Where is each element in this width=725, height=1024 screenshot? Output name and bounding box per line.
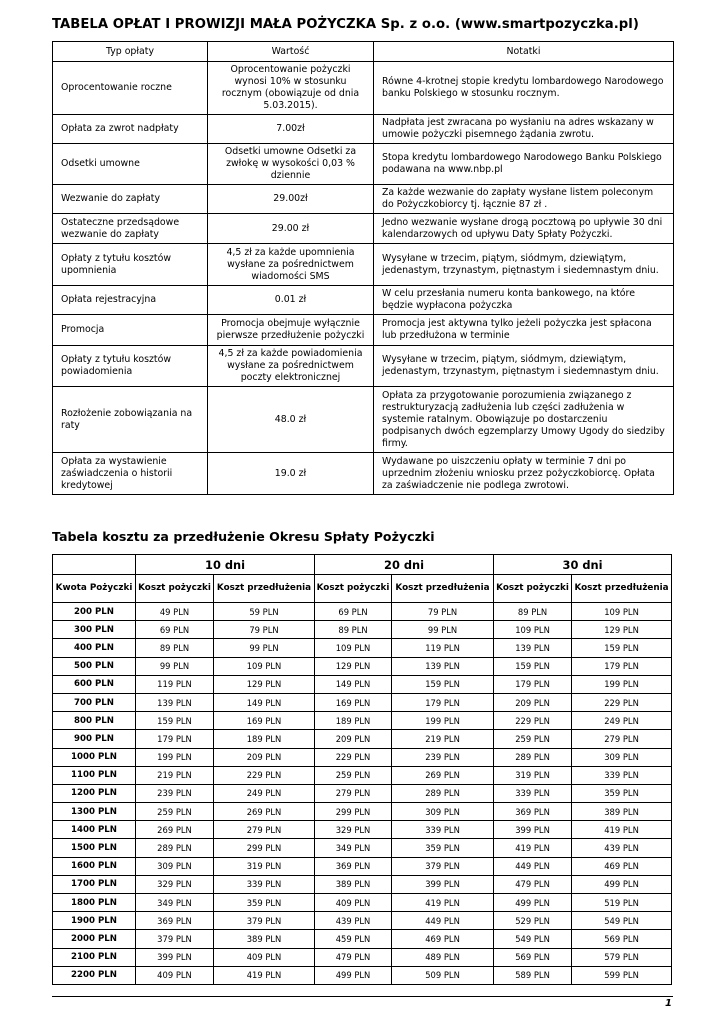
- loan-amount-cell: 2100 PLN: [53, 948, 136, 966]
- loan-cost-30-cell: 339 PLN: [494, 784, 572, 802]
- ext-cost-20-cell: 99 PLN: [392, 621, 494, 639]
- ext-cost-10-cell: 149 PLN: [214, 693, 315, 711]
- ext-cost-30-cell: 159 PLN: [572, 639, 672, 657]
- ext-cost-20-cell: 509 PLN: [392, 966, 494, 984]
- period-20-days: 20 dni: [315, 555, 494, 575]
- loan-cost-30-cell: 399 PLN: [494, 821, 572, 839]
- extension-table-title: Tabela kosztu za przedłużenie Okresu Spłaty Pożyczki: [52, 529, 435, 544]
- extension-row: [53, 730, 672, 748]
- fee-row: [53, 387, 674, 453]
- extension-row: [53, 875, 672, 893]
- ext-cost-30-cell: 179 PLN: [572, 657, 672, 675]
- ext-cost-10-cell: 169 PLN: [214, 712, 315, 730]
- loan-cost-10-cell: 119 PLN: [136, 675, 214, 693]
- fee-type-cell: Promocja: [53, 315, 208, 346]
- ext-cost-30-cell: 109 PLN: [572, 603, 672, 621]
- document-title: TABELA OPŁAT I PROWIZJI MAŁA POŻYCZKA Sp. z o.o. (www.smartpozyczka.pl): [52, 17, 639, 32]
- header-loan-cost-20: Koszt pożyczki: [315, 575, 392, 603]
- ext-cost-10-cell: 379 PLN: [214, 912, 315, 930]
- ext-cost-30-cell: 579 PLN: [572, 948, 672, 966]
- fee-type-cell: Wezwanie do zapłaty: [53, 185, 208, 214]
- ext-cost-10-cell: 129 PLN: [214, 675, 315, 693]
- loan-cost-20-cell: 479 PLN: [315, 948, 392, 966]
- extension-row: [53, 639, 672, 657]
- period-empty-cell: [53, 555, 136, 575]
- ext-cost-30-cell: 519 PLN: [572, 894, 672, 912]
- ext-cost-10-cell: 209 PLN: [214, 748, 315, 766]
- loan-cost-30-cell: 259 PLN: [494, 730, 572, 748]
- header-loan-cost-10: Koszt pożyczki: [136, 575, 214, 603]
- loan-cost-30-cell: 419 PLN: [494, 839, 572, 857]
- loan-cost-20-cell: 279 PLN: [315, 784, 392, 802]
- ext-cost-20-cell: 419 PLN: [392, 894, 494, 912]
- fee-value-cell: 19.0 zł: [208, 453, 374, 495]
- extension-row: [53, 839, 672, 857]
- loan-amount-cell: 1700 PLN: [53, 875, 136, 893]
- loan-cost-30-cell: 89 PLN: [494, 603, 572, 621]
- fee-note-cell: Promocja jest aktywna tylko jeżeli pożyczka jest spłacona lub przedłużona w terminie: [374, 315, 674, 346]
- ext-cost-20-cell: 139 PLN: [392, 657, 494, 675]
- loan-cost-20-cell: 209 PLN: [315, 730, 392, 748]
- ext-cost-30-cell: 439 PLN: [572, 839, 672, 857]
- loan-cost-20-cell: 439 PLN: [315, 912, 392, 930]
- loan-cost-30-cell: 229 PLN: [494, 712, 572, 730]
- ext-cost-30-cell: 339 PLN: [572, 766, 672, 784]
- loan-cost-10-cell: 199 PLN: [136, 748, 214, 766]
- extension-row: [53, 603, 672, 621]
- loan-cost-30-cell: 179 PLN: [494, 675, 572, 693]
- extension-row: [53, 930, 672, 948]
- cost-header-row: [53, 575, 672, 603]
- loan-cost-10-cell: 239 PLN: [136, 784, 214, 802]
- extension-row: [53, 948, 672, 966]
- ext-cost-10-cell: 109 PLN: [214, 657, 315, 675]
- ext-cost-10-cell: 59 PLN: [214, 603, 315, 621]
- loan-cost-10-cell: 379 PLN: [136, 930, 214, 948]
- loan-cost-10-cell: 409 PLN: [136, 966, 214, 984]
- fee-note-cell: Jedno wezwanie wysłane drogą pocztową po upływie 30 dni kalendarzowych od upływu Daty Spłaty Pożyczki.: [374, 214, 674, 244]
- fee-note-cell: Wysyłane w trzecim, piątym, siódmym, dziewiątym, jedenastym, trzynastym, piętnastym i siedemnastym dniu.: [374, 346, 674, 387]
- header-ext-cost-20: Koszt przedłużenia: [392, 575, 494, 603]
- loan-amount-cell: 1900 PLN: [53, 912, 136, 930]
- loan-cost-20-cell: 499 PLN: [315, 966, 392, 984]
- loan-cost-20-cell: 169 PLN: [315, 693, 392, 711]
- loan-cost-20-cell: 149 PLN: [315, 675, 392, 693]
- ext-cost-20-cell: 239 PLN: [392, 748, 494, 766]
- loan-amount-cell: 1600 PLN: [53, 857, 136, 875]
- loan-cost-10-cell: 89 PLN: [136, 639, 214, 657]
- header-ext-cost-30: Koszt przedłużenia: [572, 575, 672, 603]
- fee-type-cell: Odsetki umowne: [53, 144, 208, 185]
- fee-row: [53, 144, 674, 185]
- extension-row: [53, 821, 672, 839]
- ext-cost-10-cell: 79 PLN: [214, 621, 315, 639]
- fee-row: [53, 115, 674, 144]
- loan-amount-cell: 500 PLN: [53, 657, 136, 675]
- loan-amount-cell: 900 PLN: [53, 730, 136, 748]
- fee-row: [53, 286, 674, 315]
- fee-type-cell: Ostateczne przedsądowe wezwanie do zapłaty: [53, 214, 208, 244]
- loan-cost-30-cell: 139 PLN: [494, 639, 572, 657]
- fee-value-cell: 4,5 zł za każde upomnienia wysłane za pośrednictwem wiadomości SMS: [208, 244, 374, 286]
- extension-row: [53, 621, 672, 639]
- loan-cost-10-cell: 329 PLN: [136, 875, 214, 893]
- loan-amount-cell: 1200 PLN: [53, 784, 136, 802]
- loan-amount-cell: 800 PLN: [53, 712, 136, 730]
- fee-note-cell: Nadpłata jest zwracana po wysłaniu na adres wskazany w umowie pożyczki pisemnego żądania zwrotu.: [374, 115, 674, 144]
- fee-type-cell: Opłaty z tytułu kosztów upomnienia: [53, 244, 208, 286]
- ext-cost-10-cell: 409 PLN: [214, 948, 315, 966]
- extension-cost-table: [52, 554, 672, 985]
- ext-cost-30-cell: 249 PLN: [572, 712, 672, 730]
- ext-cost-10-cell: 269 PLN: [214, 803, 315, 821]
- loan-amount-cell: 400 PLN: [53, 639, 136, 657]
- fee-value-cell: Odsetki umowne Odsetki za zwłokę w wysokości 0,03 % dziennie: [208, 144, 374, 185]
- fee-type-cell: Opłata rejestracyjna: [53, 286, 208, 315]
- loan-cost-10-cell: 309 PLN: [136, 857, 214, 875]
- loan-cost-30-cell: 319 PLN: [494, 766, 572, 784]
- fee-type-cell: Rozłożenie zobowiązania na raty: [53, 387, 208, 453]
- page-number: 1: [665, 998, 672, 1009]
- fee-note-cell: Opłata za przygotowanie porozumienia związanego z restrukturyzacją zadłużenia lub części zadłużenia w systemie ratalnym. Obowiązuje po dostarczeniu podpisanych dwóch egzemplarzy Umowy Ugody do siedziby firmy.: [374, 387, 674, 453]
- loan-cost-10-cell: 99 PLN: [136, 657, 214, 675]
- loan-cost-20-cell: 369 PLN: [315, 857, 392, 875]
- fee-value-cell: 48.0 zł: [208, 387, 374, 453]
- fee-value-cell: Oprocentowanie pożyczki wynosi 10% w stosunku rocznym (obowiązuje od dnia 5.03.2015).: [208, 62, 374, 115]
- ext-cost-30-cell: 599 PLN: [572, 966, 672, 984]
- loan-cost-30-cell: 499 PLN: [494, 894, 572, 912]
- loan-amount-cell: 1300 PLN: [53, 803, 136, 821]
- header-ext-cost-10: Koszt przedłużenia: [214, 575, 315, 603]
- fee-note-cell: Za każde wezwanie do zapłaty wysłane listem poleconym do Pożyczkobiorcy tj. łącznie 87 zł .: [374, 185, 674, 214]
- ext-cost-10-cell: 389 PLN: [214, 930, 315, 948]
- ext-cost-10-cell: 279 PLN: [214, 821, 315, 839]
- fee-note-cell: Wydawane po uiszczeniu opłaty w terminie 7 dni po uprzednim złożeniu wniosku przez pożyczkobiorcę. Opłata za zaświadczenie nie podlega zwrotowi.: [374, 453, 674, 495]
- header-fee-type: Typ opłaty: [53, 42, 208, 62]
- loan-cost-10-cell: 219 PLN: [136, 766, 214, 784]
- extension-row: [53, 675, 672, 693]
- loan-amount-cell: 2200 PLN: [53, 966, 136, 984]
- ext-cost-30-cell: 359 PLN: [572, 784, 672, 802]
- period-10-days: 10 dni: [136, 555, 315, 575]
- ext-cost-30-cell: 279 PLN: [572, 730, 672, 748]
- fee-row: [53, 185, 674, 214]
- ext-cost-20-cell: 469 PLN: [392, 930, 494, 948]
- ext-cost-10-cell: 229 PLN: [214, 766, 315, 784]
- period-30-days: 30 dni: [494, 555, 672, 575]
- loan-amount-cell: 1800 PLN: [53, 894, 136, 912]
- ext-cost-20-cell: 359 PLN: [392, 839, 494, 857]
- loan-cost-20-cell: 409 PLN: [315, 894, 392, 912]
- ext-cost-20-cell: 219 PLN: [392, 730, 494, 748]
- loan-cost-10-cell: 259 PLN: [136, 803, 214, 821]
- ext-cost-20-cell: 79 PLN: [392, 603, 494, 621]
- fee-note-cell: W celu przesłania numeru konta bankowego, na które będzie wypłacona pożyczka: [374, 286, 674, 315]
- header-value: Wartość: [208, 42, 374, 62]
- ext-cost-10-cell: 249 PLN: [214, 784, 315, 802]
- fee-type-cell: Oprocentowanie roczne: [53, 62, 208, 115]
- ext-cost-20-cell: 489 PLN: [392, 948, 494, 966]
- loan-cost-30-cell: 159 PLN: [494, 657, 572, 675]
- fee-row: [53, 315, 674, 346]
- loan-cost-30-cell: 479 PLN: [494, 875, 572, 893]
- loan-cost-30-cell: 109 PLN: [494, 621, 572, 639]
- extension-row: [53, 693, 672, 711]
- loan-cost-10-cell: 269 PLN: [136, 821, 214, 839]
- ext-cost-30-cell: 499 PLN: [572, 875, 672, 893]
- loan-cost-30-cell: 529 PLN: [494, 912, 572, 930]
- fee-row: [53, 244, 674, 286]
- ext-cost-20-cell: 179 PLN: [392, 693, 494, 711]
- ext-cost-20-cell: 199 PLN: [392, 712, 494, 730]
- loan-cost-20-cell: 129 PLN: [315, 657, 392, 675]
- ext-cost-10-cell: 319 PLN: [214, 857, 315, 875]
- fee-value-cell: 0.01 zł: [208, 286, 374, 315]
- loan-cost-30-cell: 369 PLN: [494, 803, 572, 821]
- loan-amount-cell: 700 PLN: [53, 693, 136, 711]
- loan-cost-30-cell: 209 PLN: [494, 693, 572, 711]
- ext-cost-20-cell: 119 PLN: [392, 639, 494, 657]
- ext-cost-10-cell: 99 PLN: [214, 639, 315, 657]
- loan-cost-10-cell: 69 PLN: [136, 621, 214, 639]
- loan-cost-20-cell: 459 PLN: [315, 930, 392, 948]
- loan-cost-20-cell: 189 PLN: [315, 712, 392, 730]
- extension-row: [53, 894, 672, 912]
- loan-cost-10-cell: 369 PLN: [136, 912, 214, 930]
- fees-header-row: [53, 42, 674, 62]
- ext-cost-10-cell: 339 PLN: [214, 875, 315, 893]
- loan-cost-20-cell: 349 PLN: [315, 839, 392, 857]
- header-loan-amount: Kwota Pożyczki: [53, 575, 136, 603]
- loan-cost-20-cell: 329 PLN: [315, 821, 392, 839]
- ext-cost-30-cell: 549 PLN: [572, 912, 672, 930]
- fee-row: [53, 62, 674, 115]
- ext-cost-20-cell: 399 PLN: [392, 875, 494, 893]
- ext-cost-20-cell: 449 PLN: [392, 912, 494, 930]
- fee-note-cell: Wysyłane w trzecim, piątym, siódmym, dziewiątym, jedenastym, trzynastym, piętnastym i siedemnastym dniu.: [374, 244, 674, 286]
- ext-cost-20-cell: 309 PLN: [392, 803, 494, 821]
- ext-cost-30-cell: 229 PLN: [572, 693, 672, 711]
- loan-cost-10-cell: 289 PLN: [136, 839, 214, 857]
- ext-cost-10-cell: 299 PLN: [214, 839, 315, 857]
- fee-value-cell: Promocja obejmuje wyłącznie pierwsze przedłużenie pożyczki: [208, 315, 374, 346]
- fee-type-cell: Opłata za wystawienie zaświadczenia o historii kredytowej: [53, 453, 208, 495]
- loan-amount-cell: 600 PLN: [53, 675, 136, 693]
- fee-note-cell: Stopa kredytu lombardowego Narodowego Banku Polskiego podawana na www.nbp.pl: [374, 144, 674, 185]
- ext-cost-30-cell: 469 PLN: [572, 857, 672, 875]
- fee-row: [53, 346, 674, 387]
- ext-cost-20-cell: 379 PLN: [392, 857, 494, 875]
- ext-cost-30-cell: 129 PLN: [572, 621, 672, 639]
- loan-cost-10-cell: 179 PLN: [136, 730, 214, 748]
- fee-value-cell: 7.00zł: [208, 115, 374, 144]
- ext-cost-20-cell: 269 PLN: [392, 766, 494, 784]
- footer-divider: [52, 996, 673, 997]
- loan-cost-10-cell: 159 PLN: [136, 712, 214, 730]
- loan-cost-10-cell: 349 PLN: [136, 894, 214, 912]
- loan-cost-10-cell: 139 PLN: [136, 693, 214, 711]
- extension-row: [53, 857, 672, 875]
- fee-value-cell: 29.00zł: [208, 185, 374, 214]
- extension-row: [53, 912, 672, 930]
- loan-cost-30-cell: 569 PLN: [494, 948, 572, 966]
- fees-table: [52, 41, 674, 495]
- loan-amount-cell: 300 PLN: [53, 621, 136, 639]
- fee-note-cell: Równe 4-krotnej stopie kredytu lombardowego Narodowego banku Polskiego w stosunku rocznym.: [374, 62, 674, 115]
- ext-cost-30-cell: 199 PLN: [572, 675, 672, 693]
- ext-cost-30-cell: 419 PLN: [572, 821, 672, 839]
- loan-cost-30-cell: 449 PLN: [494, 857, 572, 875]
- extension-row: [53, 712, 672, 730]
- extension-row: [53, 966, 672, 984]
- loan-amount-cell: 1400 PLN: [53, 821, 136, 839]
- fee-row: [53, 214, 674, 244]
- loan-cost-20-cell: 389 PLN: [315, 875, 392, 893]
- loan-amount-cell: 1000 PLN: [53, 748, 136, 766]
- loan-cost-30-cell: 589 PLN: [494, 966, 572, 984]
- ext-cost-30-cell: 569 PLN: [572, 930, 672, 948]
- ext-cost-10-cell: 189 PLN: [214, 730, 315, 748]
- extension-row: [53, 748, 672, 766]
- ext-cost-20-cell: 339 PLN: [392, 821, 494, 839]
- loan-amount-cell: 1100 PLN: [53, 766, 136, 784]
- ext-cost-30-cell: 389 PLN: [572, 803, 672, 821]
- header-notes: Notatki: [374, 42, 674, 62]
- extension-row: [53, 657, 672, 675]
- loan-amount-cell: 200 PLN: [53, 603, 136, 621]
- ext-cost-20-cell: 159 PLN: [392, 675, 494, 693]
- fee-row: [53, 453, 674, 495]
- loan-cost-20-cell: 89 PLN: [315, 621, 392, 639]
- loan-cost-30-cell: 289 PLN: [494, 748, 572, 766]
- loan-cost-20-cell: 69 PLN: [315, 603, 392, 621]
- fee-type-cell: Opłata za zwrot nadpłaty: [53, 115, 208, 144]
- loan-amount-cell: 2000 PLN: [53, 930, 136, 948]
- fee-type-cell: Opłaty z tytułu kosztów powiadomienia: [53, 346, 208, 387]
- loan-cost-20-cell: 299 PLN: [315, 803, 392, 821]
- header-loan-cost-30: Koszt pożyczki: [494, 575, 572, 603]
- ext-cost-10-cell: 419 PLN: [214, 966, 315, 984]
- loan-cost-10-cell: 399 PLN: [136, 948, 214, 966]
- period-header-row: [53, 555, 672, 575]
- loan-amount-cell: 1500 PLN: [53, 839, 136, 857]
- extension-row: [53, 803, 672, 821]
- extension-row: [53, 766, 672, 784]
- loan-cost-20-cell: 229 PLN: [315, 748, 392, 766]
- extension-row: [53, 784, 672, 802]
- loan-cost-20-cell: 109 PLN: [315, 639, 392, 657]
- fee-value-cell: 4,5 zł za każde powiadomienia wysłane za pośrednictwem poczty elektronicznej: [208, 346, 374, 387]
- loan-cost-30-cell: 549 PLN: [494, 930, 572, 948]
- ext-cost-10-cell: 359 PLN: [214, 894, 315, 912]
- fee-value-cell: 29.00 zł: [208, 214, 374, 244]
- loan-cost-10-cell: 49 PLN: [136, 603, 214, 621]
- loan-cost-20-cell: 259 PLN: [315, 766, 392, 784]
- ext-cost-30-cell: 309 PLN: [572, 748, 672, 766]
- ext-cost-20-cell: 289 PLN: [392, 784, 494, 802]
